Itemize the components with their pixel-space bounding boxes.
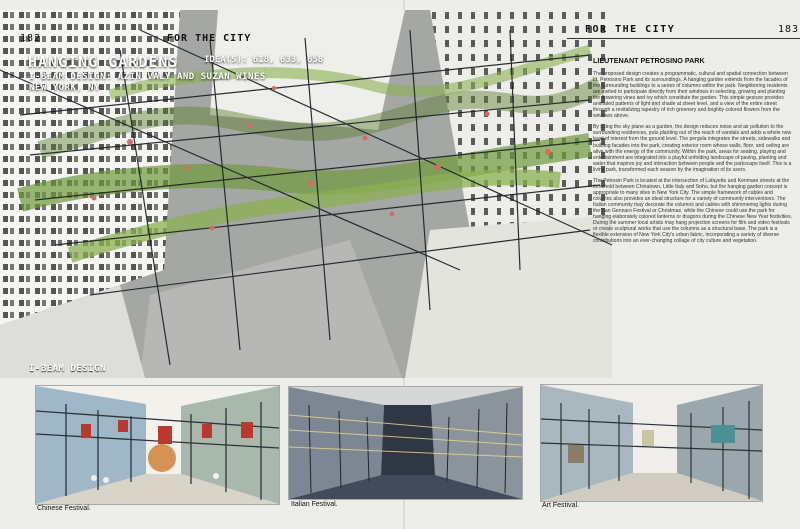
- feature-title: HANGING GARDENS: [28, 53, 179, 71]
- right-page-number: 183: [778, 24, 800, 35]
- aerial-image-label: I-BEAM DESIGN: [29, 364, 106, 374]
- feature-designers: I-BEAM DESIGN: AZIN VALY AND SUZAN WINES: [29, 72, 266, 82]
- chinese-festival-sketch: [35, 385, 280, 505]
- article-heading: LIEUTENANT PETROSINO PARK: [593, 56, 705, 65]
- sketch-caption-art: Art Festival.: [542, 502, 579, 509]
- right-section-header: FOR THE CITY: [585, 24, 676, 35]
- sketch-caption-chinese: Chinese Festival.: [37, 505, 91, 512]
- chinese-festival-art: [36, 386, 279, 504]
- right-header-rule: [567, 38, 800, 39]
- article-paragraph-2: By using the sky plane as a garden, the design reduces noise and air pollution to the surrounding residences, puts planting out of the reach of vandals and adds a whole new level of interest from the ground level. The pergola integrates the streets, sidewalks and building facades into the park, creating exterior room whose walls, floor, and ceiling are alive with the energy of the community. Within the park, areas for seating, playing and entertainment are integrated into a playful unfolding landscape of paving, planting and water that inspires joy and interaction between people and the parkscape itself. This is a living park, transformed each season by the imagination of its users.: [593, 124, 792, 173]
- italian-festival-sketch: [288, 386, 523, 500]
- left-page-number: 182: [20, 33, 42, 44]
- article-paragraph-1: The proposed design creates a programmatic, cultural and spatial connection between Lt. Petrosino Park and its surroundings. A hanging garden extends from the facades of the surrounding buildings to a series of columns within the park. Neighboring residents are invited to participate directly from their windows in selecting, growing and planting the flowering vines and ivy which constitute the garden. This simple gesture provides animated patterns of light and shade at street level, and a view of the entire street through a revitalizing tapestry of rich greenery and brightly colored flowers from the windows above.: [593, 71, 788, 120]
- art-festival-sketch: [540, 384, 763, 502]
- feature-ideas: IDEA(S): 618, 633, 658: [204, 55, 324, 65]
- art-festival-art: [541, 385, 762, 501]
- article-text: [593, 57, 793, 249]
- italian-festival-art: [289, 387, 522, 499]
- article-paragraph-3: The Petrosin Park is located at the intersection of Lafayette and Kenmare streets at the threshold between Chinatown, Little Italy and Soho, but the hanging garden concept is appropriate to many sites in New York City. The simple framework of cables and columns also provides an ideal structure for a variety of community interventions. The Italian community may decorate the columns and cables with shimmering lights during the San Gennaro Festival or Christmas, while the Chinese could use the park for hanging elaborately colored lanterns or dragons during the Chinese New Year festivities. During the summer local artists may hang projection screens for film and video festivals or create sculptural works that use the columns as a structural base. The park is a flexible extension of New York City's urban fabric, incorporating a variety of diverse contributions into an ever-changing collage of city culture and vegetation.: [593, 177, 793, 245]
- feature-location: NEW YORK, NY: [29, 83, 101, 93]
- sketch-caption-italian: Italian Festival.: [291, 501, 338, 508]
- left-section-header: FOR THE CITY: [167, 33, 252, 44]
